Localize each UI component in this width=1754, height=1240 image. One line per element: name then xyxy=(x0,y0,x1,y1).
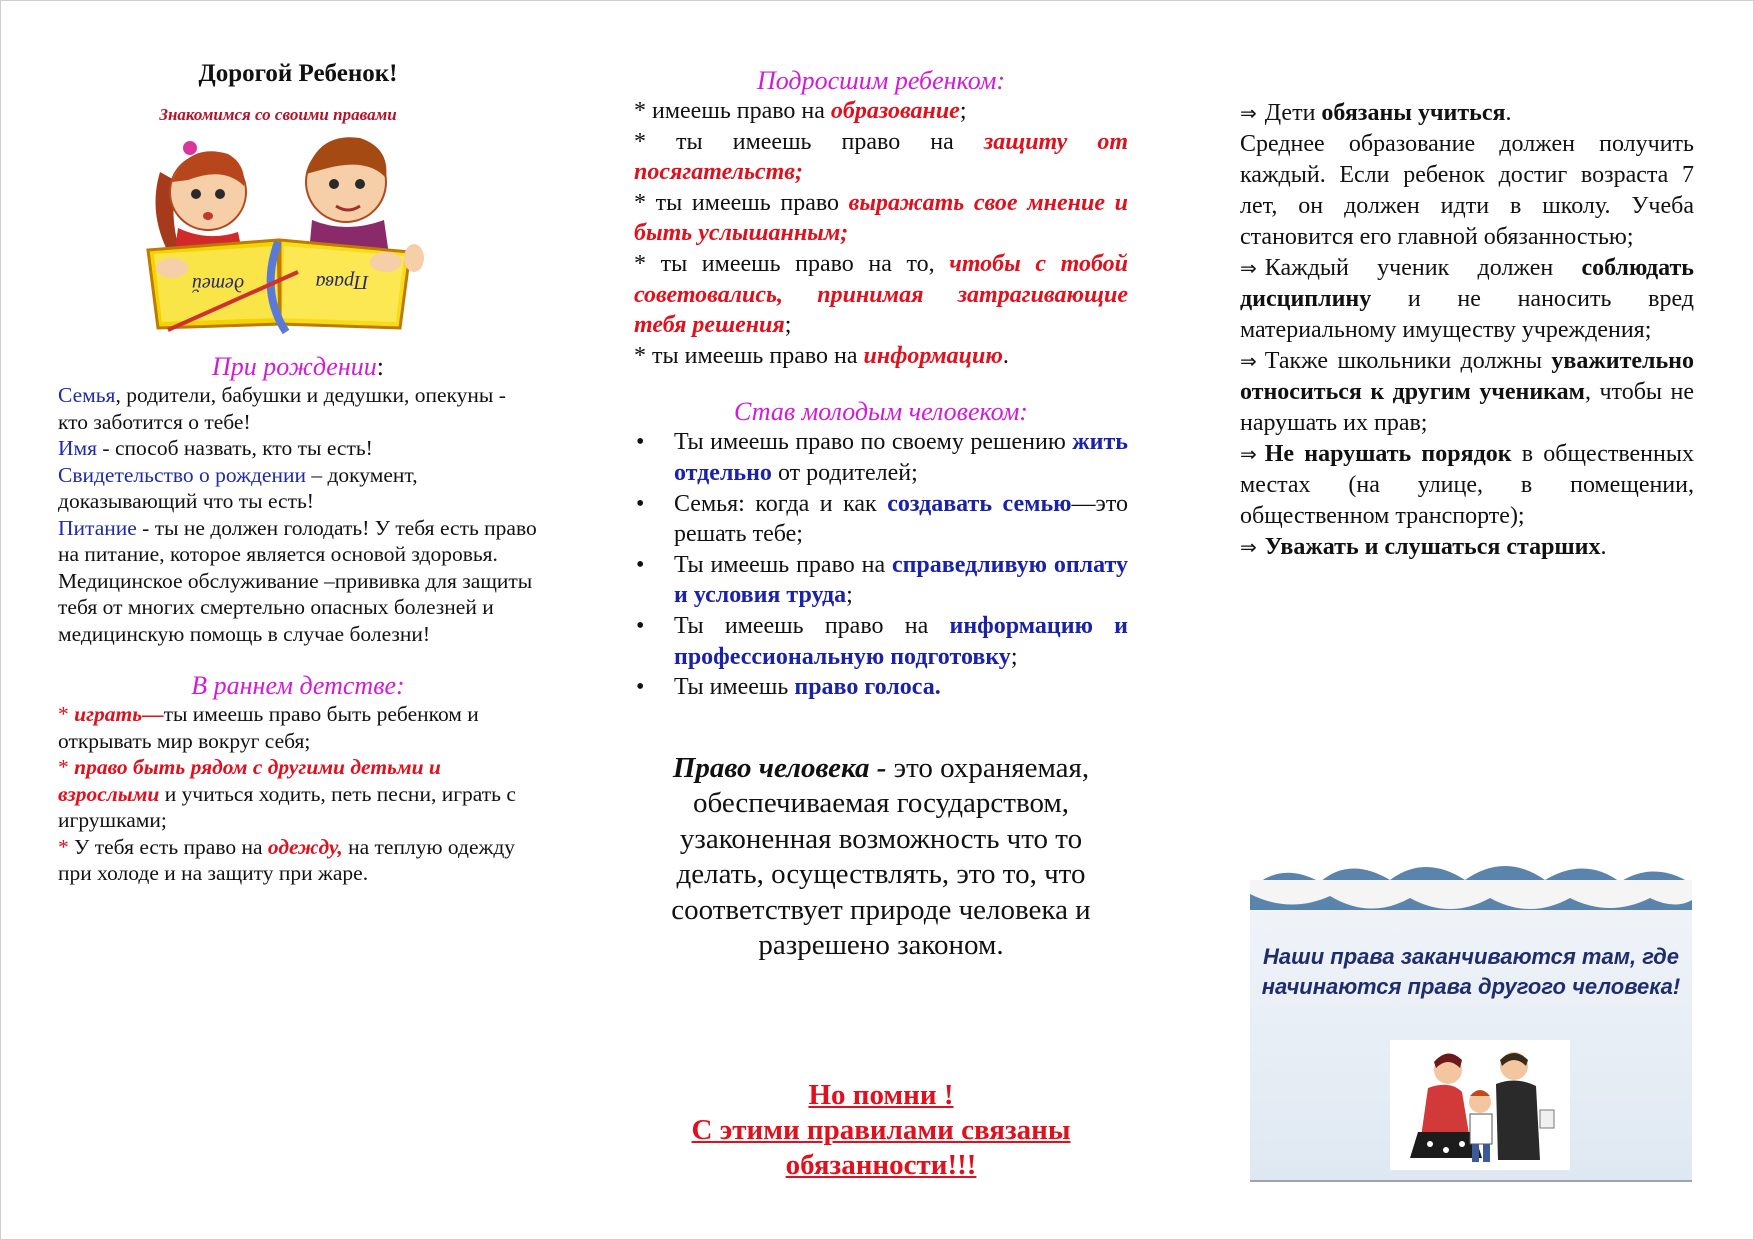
grown-child-title: Подросшим ребенком: xyxy=(757,66,1005,95)
early-item-label: право быть рядом с другими детьми и взрослыми xyxy=(58,755,441,806)
birth-rights-text xyxy=(58,382,538,647)
duty-discipline xyxy=(1240,253,1694,346)
early-item-label: играть— xyxy=(74,702,164,726)
right-text: —это решать тебе; xyxy=(674,490,1128,548)
right-text: * ты имеешь право xyxy=(634,189,849,216)
bullet-star: * xyxy=(58,834,69,859)
middle-column xyxy=(634,66,1128,1181)
duty-highlight: уважительно относиться к другим ученикам xyxy=(1240,348,1694,405)
right-highlight: жить отдельно xyxy=(674,429,1128,486)
birth-item-label: Семья xyxy=(58,383,116,407)
young-right-vote xyxy=(634,672,1128,703)
duty-text: Каждый ученик должен xyxy=(1264,255,1582,281)
illustration-banner-text: Знакомимся со своими правами xyxy=(159,105,397,124)
bullet-dot: • xyxy=(636,551,645,578)
early-childhood-title: В раннем детстве: xyxy=(191,671,405,700)
arrow-right-icon: ⇒ xyxy=(1240,349,1257,373)
young-right-family xyxy=(634,489,1128,550)
early-item-text: на теплую одежду при холоде и на защиту при жаре. xyxy=(58,834,516,885)
right-text: ; xyxy=(1010,643,1018,670)
remember-line-1: Но помни ! xyxy=(808,1079,954,1111)
grown-right-protection xyxy=(634,127,1128,188)
duty-text: и не наносить вред материальному имуществу учреждения; xyxy=(1240,286,1694,343)
duty-respect-others xyxy=(1240,346,1694,439)
duty-study xyxy=(1240,98,1694,129)
right-highlight: создавать семью xyxy=(887,490,1072,517)
right-text: от родителей; xyxy=(771,459,918,486)
right-highlight: образование xyxy=(830,98,960,124)
right-text: ; xyxy=(784,312,792,339)
arrow-right-icon: ⇒ xyxy=(1240,101,1257,125)
book-right-word: Права xyxy=(315,271,369,293)
right-highlight: право голоса. xyxy=(794,674,941,701)
right-text: * ты имеешь право на xyxy=(634,342,864,369)
left-column xyxy=(58,58,538,887)
bullet-dot: • xyxy=(636,429,645,456)
remember-block xyxy=(634,1078,1128,1183)
right-text: ; xyxy=(959,98,967,124)
right-text: ; xyxy=(846,582,853,609)
right-text: Семья: когда и как xyxy=(674,490,888,517)
arrow-right-icon: ⇒ xyxy=(1240,256,1257,280)
duty-respect-elders xyxy=(1240,532,1694,563)
book-left-word: детей xyxy=(191,273,245,295)
right-text: Ты имеешь xyxy=(674,674,795,701)
duty-text: . xyxy=(1505,100,1512,126)
right-text: * имеешь право на xyxy=(634,98,831,124)
right-highlight: выражать свое мнение и быть услышанным; xyxy=(634,189,1128,247)
arrow-right-icon: ⇒ xyxy=(1240,535,1257,559)
birth-item-label: Свидетельство о рождении xyxy=(58,462,306,487)
human-right-definition xyxy=(634,751,1128,964)
remember-line-2: С этими правилами связаны обязанности!!! xyxy=(691,1114,1071,1181)
bullet-star: * xyxy=(58,755,75,779)
right-text: . xyxy=(1002,342,1009,369)
early-item-text: У тебя есть право на xyxy=(68,834,268,859)
birth-item-family xyxy=(58,382,538,435)
early-item-label: одежду, xyxy=(267,834,343,859)
definition-text: это охраняемая, обеспечиваемая государством, узаконенная возможность что то делать, осуществлять, это то, что соответствует природе человека и разрешено законом. xyxy=(671,751,1091,962)
birth-section-title xyxy=(58,352,538,382)
duty-text: . xyxy=(1600,534,1607,560)
young-right-training xyxy=(634,611,1128,672)
duty-highlight: обязаны учиться xyxy=(1321,100,1506,126)
early-item-text: ты имеешь право быть ребенком и открывать мир вокруг себя; xyxy=(58,702,479,753)
young-person-title: Став молодым человеком: xyxy=(734,397,1028,427)
early-item-play xyxy=(58,701,538,754)
duty-highlight: соблюдать дисциплину xyxy=(1240,255,1694,312)
grown-right-information xyxy=(634,341,1128,372)
bullet-star: * xyxy=(58,702,75,726)
duty-highlight: Уважать и слушаться старших xyxy=(1264,534,1601,560)
grown-child-rights xyxy=(634,96,1128,371)
birth-item-text: - ты не должен голодать! У тебя есть право на питание, которое является основой здоровья. xyxy=(58,515,537,566)
birth-title-colon: : xyxy=(376,352,384,381)
duty-text: Дети xyxy=(1264,100,1322,126)
bullet-dot: • xyxy=(636,612,645,639)
early-item-together xyxy=(58,754,538,834)
birth-item-label: Питание xyxy=(58,515,137,540)
right-highlight: информацию и профессиональную подготовку xyxy=(674,612,1128,670)
right-highlight: защиту от посягательств; xyxy=(634,128,1128,186)
duty-text: , чтобы не нарушать их прав; xyxy=(1240,379,1694,436)
birth-item-food xyxy=(58,515,538,568)
early-childhood-text xyxy=(58,701,538,887)
bullet-dot: • xyxy=(636,674,645,701)
definition-term: Право человека - xyxy=(672,751,894,784)
duty-public-order xyxy=(1240,439,1694,532)
right-text: Ты имеешь право по своему решению xyxy=(674,429,1073,456)
birth-title-text: При рождении xyxy=(212,352,377,381)
arrow-right-icon: ⇒ xyxy=(1240,442,1257,466)
right-text: * ты имеешь право на то, xyxy=(634,250,950,277)
early-item-clothes xyxy=(58,834,538,887)
right-column xyxy=(1240,98,1694,563)
arguing-people-illustration xyxy=(1390,1040,1570,1170)
duty-highlight: Не нарушать порядок xyxy=(1264,441,1512,467)
grown-right-education xyxy=(634,96,1128,127)
duty-study-details: Среднее образование должен получить каждый. Если ребенок достиг возраста 7 лет, он должен идти в школу. Учеба становится его главной обязанностью; xyxy=(1240,131,1694,250)
birth-item-certificate xyxy=(58,462,538,515)
young-right-fair-pay xyxy=(634,550,1128,611)
rights-card xyxy=(1250,850,1692,1182)
young-person-rights xyxy=(634,427,1128,702)
duty-text: в общественных местах (на улице, в помещении, общественном транспорте); xyxy=(1240,441,1694,529)
grown-right-consulted xyxy=(634,249,1128,341)
birth-item-medical: Медицинское обслуживание –прививка для защиты тебя от многих смертельно опасных болезней и медицинскую помощь в случае болезни! xyxy=(58,568,533,646)
right-highlight: информацию xyxy=(863,342,1003,369)
right-highlight: чтобы с тобой советовались, принимая затрагивающие тебя решения xyxy=(634,250,1128,339)
right-text: * ты имеешь право на xyxy=(634,128,984,155)
bullet-dot: • xyxy=(636,490,645,517)
duty-text: Также школьники должны xyxy=(1264,348,1552,374)
birth-item-text: – документ, доказывающий что ты есть! xyxy=(58,462,418,513)
rights-card-text: Наши права заканчиваются там, где начинаются права другого человека! xyxy=(1261,944,1681,999)
right-highlight: справедливую оплату и условия труда xyxy=(674,551,1128,609)
early-item-text: и учиться ходить, петь песни, играть с игрушками; xyxy=(58,781,516,832)
greeting-heading: Дорогой Ребенок! xyxy=(198,60,398,87)
children-reading-book-illustration xyxy=(128,102,432,338)
birth-item-text: , родители, бабушки и дедушки, опекуны - кто заботится о тебе! xyxy=(58,383,506,434)
birth-item-name xyxy=(58,435,538,462)
right-text: Ты имеешь право на xyxy=(674,551,892,578)
grown-right-opinion xyxy=(634,188,1128,249)
birth-item-text: - способ назвать, кто ты есть! xyxy=(97,436,373,460)
cloud-banner xyxy=(1250,850,1692,930)
birth-item-label: Имя xyxy=(58,436,98,460)
duties-text xyxy=(1240,98,1694,563)
right-text: Ты имеешь право на xyxy=(674,612,950,639)
young-right-live-separately xyxy=(634,427,1128,488)
